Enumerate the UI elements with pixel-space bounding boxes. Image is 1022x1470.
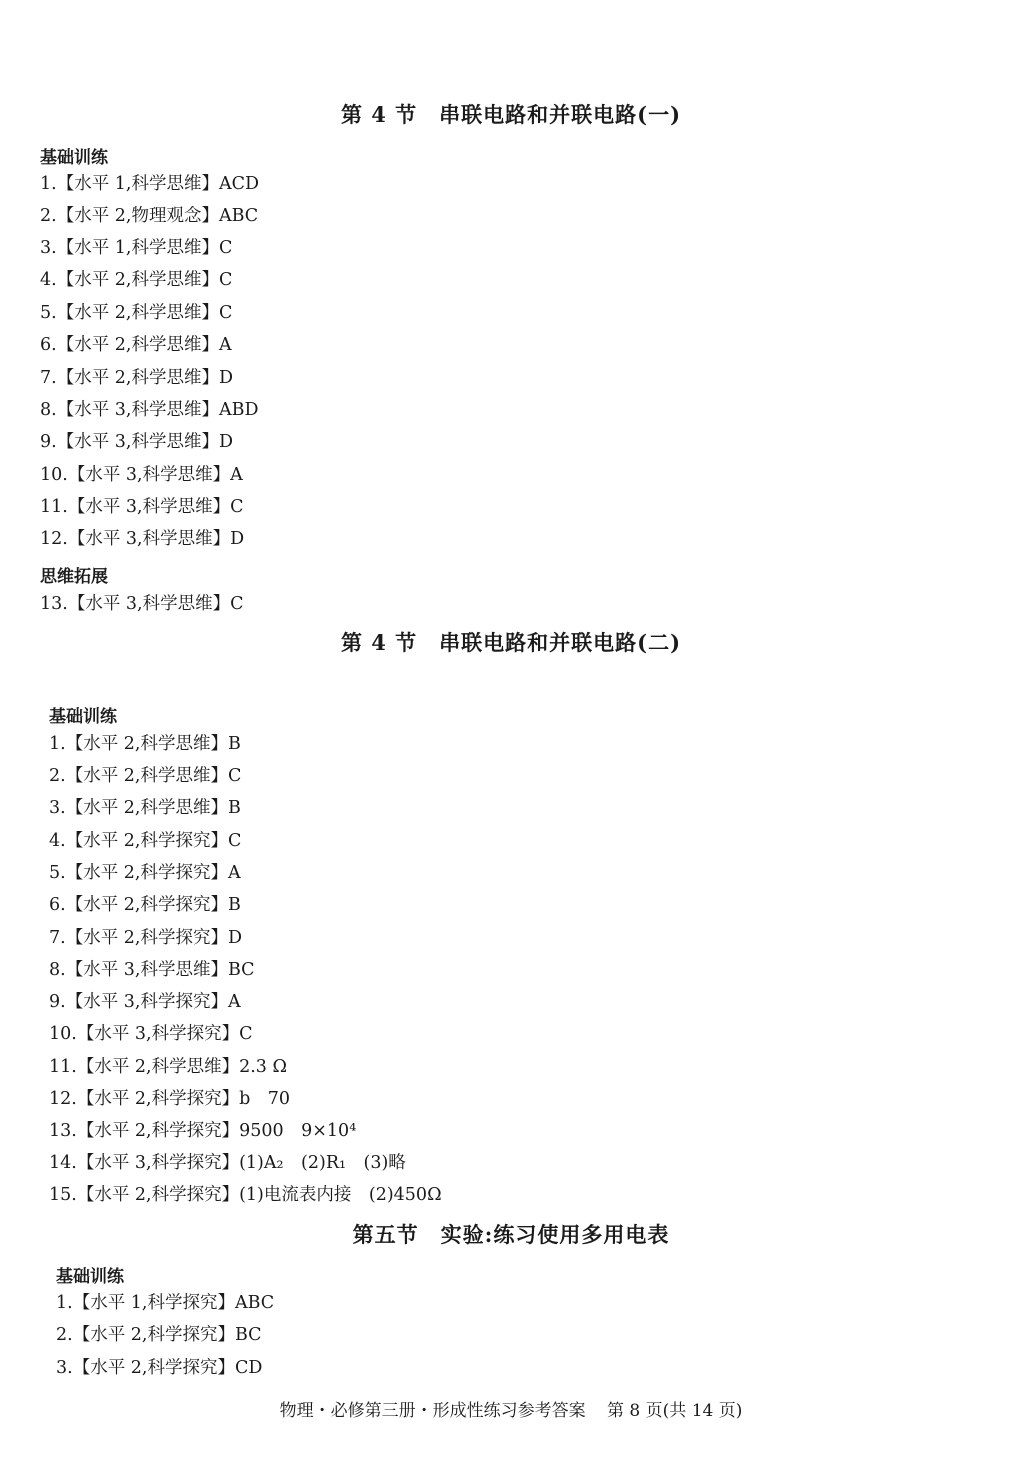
answer-item: 7.【水平 2,科学思维】D: [40, 368, 233, 388]
section-title-series-parallel-2: 第 4 节 串联电路和并联电路(二): [340, 630, 682, 655]
section-title-series-parallel-1: 第 4 节 串联电路和并联电路(一): [340, 102, 682, 127]
page-footer: [0, 1396, 1022, 1421]
answer-item: 3.【水平 1,科学思维】C: [40, 238, 233, 258]
footer-book-title: 物理・必修第三册・形成性练习参考答案: [279, 1401, 586, 1421]
answer-item: 12.【水平 3,科学思维】D: [40, 529, 245, 549]
answer-item: 6.【水平 2,科学探究】B: [49, 895, 241, 915]
answer-item: 1.【水平 1,科学思维】ACD: [40, 174, 260, 194]
answer-item: 11.【水平 2,科学思维】2.3 Ω: [49, 1057, 287, 1077]
answer-item: 2.【水平 2,科学思维】C: [49, 766, 242, 786]
answer-item: 15.【水平 2,科学探究】(1)电流表内接 (2)450Ω: [49, 1185, 442, 1205]
answer-item: 5.【水平 2,科学探究】A: [49, 863, 241, 883]
answer-item: 14.【水平 3,科学探究】(1)A₂ (2)R₁ (3)略: [49, 1153, 406, 1173]
answer-item: 13.【水平 3,科学思维】C: [40, 594, 244, 614]
basic-training-heading: 基础训练: [49, 707, 117, 727]
answer-item: 8.【水平 3,科学思维】ABD: [40, 400, 259, 420]
answer-item: 11.【水平 3,科学思维】C: [40, 497, 244, 517]
answer-item: 10.【水平 3,科学探究】C: [49, 1024, 253, 1044]
answer-item: 10.【水平 3,科学思维】A: [40, 465, 243, 485]
answer-item: 6.【水平 2,科学思维】A: [40, 335, 232, 355]
basic-training-heading: 基础训练: [40, 148, 108, 168]
answer-item: 1.【水平 1,科学探究】ABC: [56, 1293, 275, 1313]
answer-item: 4.【水平 2,科学思维】C: [40, 270, 233, 290]
answer-item: 9.【水平 3,科学思维】D: [40, 432, 233, 452]
thinking-extension-heading: 思维拓展: [40, 567, 108, 587]
answer-item: 2.【水平 2,科学探究】BC: [56, 1325, 262, 1345]
answer-item: 8.【水平 3,科学思维】BC: [49, 960, 255, 980]
answer-item: 13.【水平 2,科学探究】9500 9×10⁴: [49, 1121, 357, 1141]
answer-item: 4.【水平 2,科学探究】C: [49, 831, 242, 851]
answer-item: 3.【水平 2,科学思维】B: [49, 798, 241, 818]
answer-item: 1.【水平 2,科学思维】B: [49, 734, 241, 754]
footer-page-number: 第 8 页(共 14 页): [607, 1401, 743, 1421]
section-title-multimeter-experiment: 第五节 实验:练习使用多用电表: [352, 1222, 670, 1247]
answer-item: 3.【水平 2,科学探究】CD: [56, 1358, 263, 1378]
answer-item: 2.【水平 2,物理观念】ABC: [40, 206, 259, 226]
answer-item: 7.【水平 2,科学探究】D: [49, 928, 242, 948]
basic-training-heading: 基础训练: [56, 1267, 124, 1287]
answer-item: 9.【水平 3,科学探究】A: [49, 992, 241, 1012]
answer-item: 12.【水平 2,科学探究】b 70: [49, 1089, 291, 1109]
answer-item: 5.【水平 2,科学思维】C: [40, 303, 233, 323]
